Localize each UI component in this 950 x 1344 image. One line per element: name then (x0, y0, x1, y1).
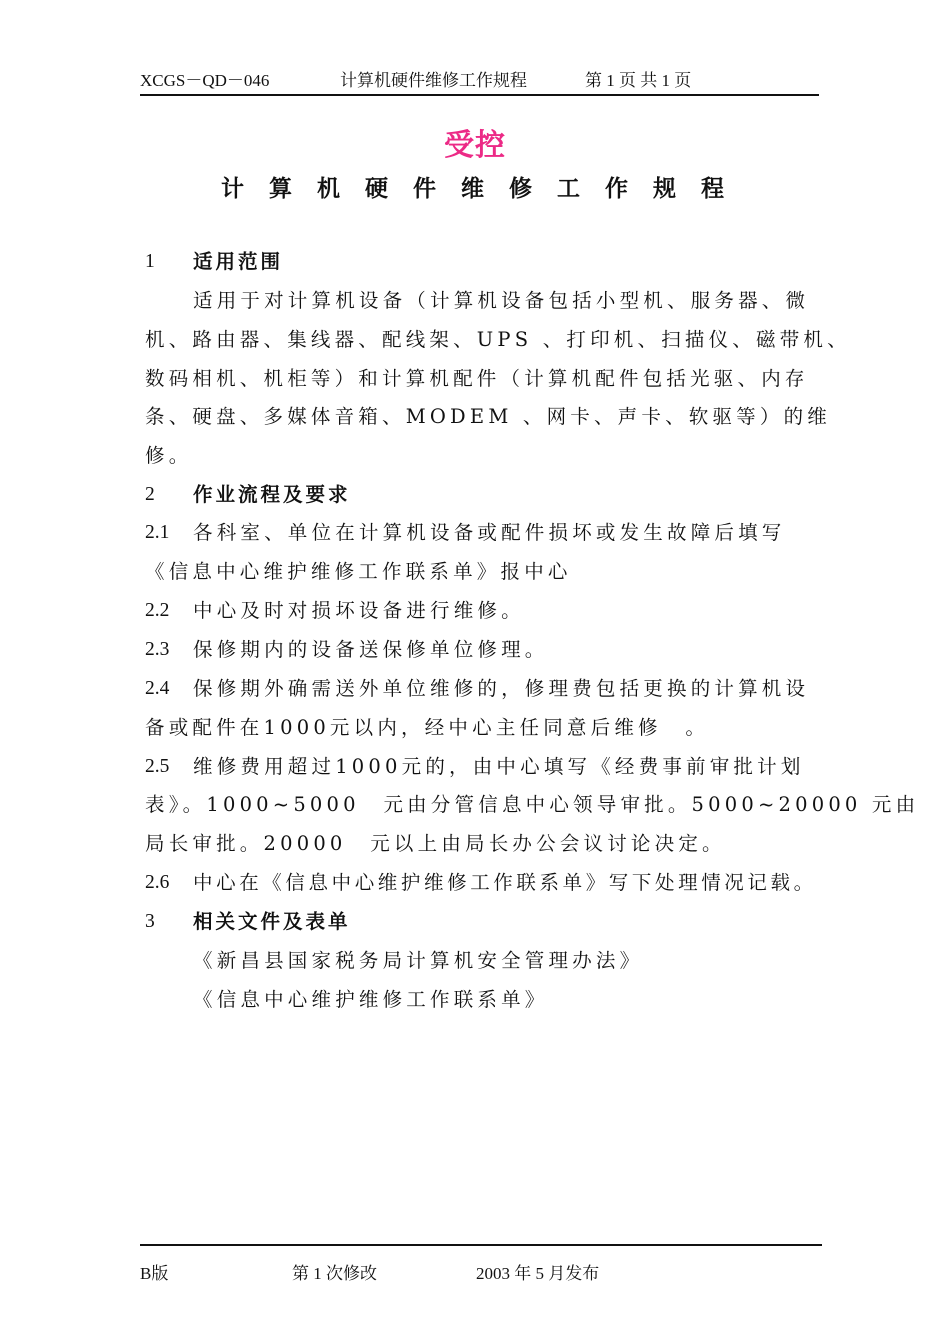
item-number: 2.2 (145, 600, 170, 621)
section-number: 3 (145, 911, 155, 932)
reference-document: 《新昌县国家税务局计算机安全管理办法》 (193, 949, 644, 972)
header-page-info: 第 1 页 共 1 页 (585, 71, 692, 90)
item-number: 2.6 (145, 872, 170, 893)
document-title: 计算机硬件维修工作规程 (221, 176, 749, 202)
section-number: 1 (145, 251, 155, 272)
paragraph-line: 数码相机、机柜等）和计算机配件（计算机配件包括光驱、内存 (145, 367, 809, 390)
item-line: 表》。1000~5000 元由分管信息中心领导审批。5000~20000 元由 (145, 793, 920, 816)
item-number: 2.1 (145, 522, 170, 543)
header-doc-name: 计算机硬件维修工作规程 (340, 71, 527, 90)
section-heading: 适用范围 (193, 250, 284, 273)
item-line: 《信息中心维护维修工作联系单》报中心 (145, 560, 572, 583)
item-number: 2.3 (145, 639, 170, 660)
item-number: 2.5 (145, 756, 170, 777)
footer-revision: 第 1 次修改 (292, 1264, 377, 1283)
item-line: 保修期内的设备送保修单位修理。 (193, 638, 549, 661)
controlled-stamp: 受控 (444, 128, 506, 163)
footer-edition: B版 (140, 1264, 169, 1283)
item-line: 中心在《信息中心维护维修工作联系单》写下处理情况记载。 (193, 871, 817, 894)
footer-release: 2003 年 5 月发布 (476, 1264, 600, 1283)
item-number: 2.4 (145, 678, 170, 699)
section-heading: 作业流程及要求 (193, 483, 351, 506)
section-number: 2 (145, 484, 155, 505)
section-heading: 相关文件及表单 (193, 910, 351, 933)
reference-document: 《信息中心维护维修工作联系单》 (193, 988, 549, 1011)
paragraph-line: 适用于对计算机设备（计算机设备包括小型机、服务器、微 (193, 289, 810, 312)
item-line: 各科室、单位在计算机设备或配件损坏或发生故障后填写 (193, 521, 786, 544)
item-line: 备或配件在1000元以内，经中心主任同意后维修 。 (145, 716, 710, 739)
paragraph-line: 条、硬盘、多媒体音箱、MODEM 、网卡、声卡、软驱等）的维 (145, 405, 831, 428)
footer-divider (140, 1244, 822, 1246)
header-doc-code: XCGS－QD－046 (140, 71, 270, 90)
paragraph-line: 机、路由器、集线器、配线架、UPS 、打印机、扫描仪、磁带机、 (145, 328, 851, 351)
item-line: 局长审批。20000 元以上由局长办公会议讨论决定。 (145, 832, 726, 855)
header-divider (140, 94, 819, 96)
item-line: 中心及时对损坏设备进行维修。 (193, 599, 525, 622)
paragraph-line: 修。 (145, 444, 193, 467)
item-line: 保修期外确需送外单位维修的，修理费包括更换的计算机设 (193, 677, 810, 700)
item-line: 维修费用超过1000元的，由中心填写《经费事前审批计划 (193, 755, 805, 778)
